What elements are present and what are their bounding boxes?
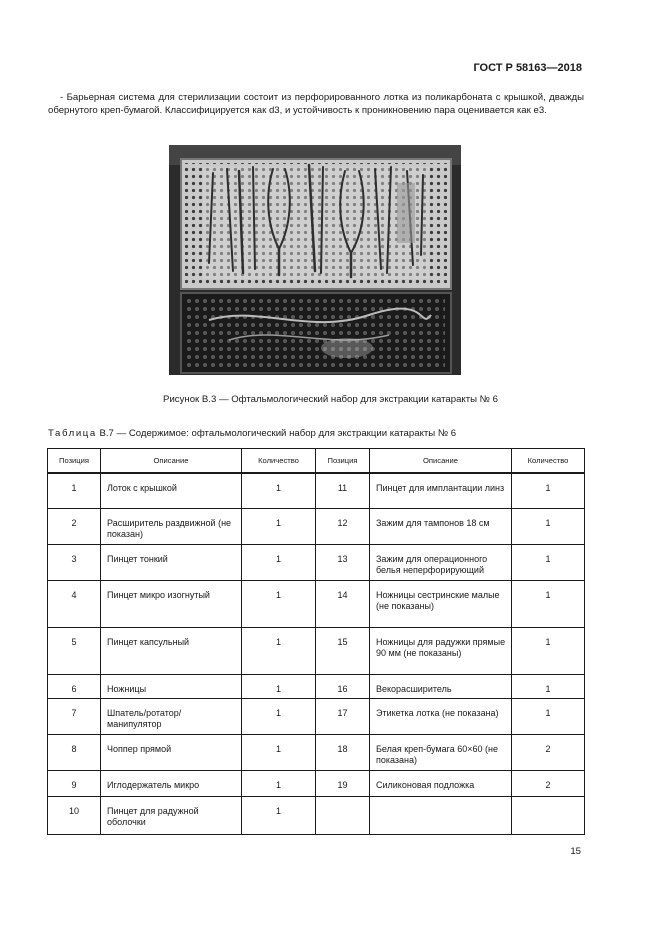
description-cell: Этикетка лотка (не показана): [370, 699, 512, 735]
quantity-cell: 1: [242, 797, 316, 835]
quantity-cell: 1: [512, 581, 585, 628]
table-row: [48, 699, 585, 735]
table-row: [48, 771, 585, 797]
description-cell: Лоток с крышкой: [101, 473, 242, 509]
description-cell: Зажим для операционного белья неперфорирующий: [370, 545, 512, 581]
description-cell: Зажим для тампонов 18 см: [370, 509, 512, 545]
description-cell: Белая креп-бумага 60×60 (не показана): [370, 735, 512, 771]
quantity-cell: 1: [512, 545, 585, 581]
header-description: Описание: [101, 449, 242, 473]
quantity-cell: 1: [512, 628, 585, 675]
description-cell: Силиконовая подложка: [370, 771, 512, 797]
description-cell: Чоппер прямой: [101, 735, 242, 771]
description-cell: Ножницы для радужки прямые 90 мм (не показаны): [370, 628, 512, 675]
table-label: Таблица: [48, 428, 97, 439]
table-row: [48, 735, 585, 771]
table-title-text: В.7 — Содержимое: офтальмологический набор для экстракции катаракты № 6: [96, 428, 457, 439]
quantity-cell: 2: [512, 735, 585, 771]
body-paragraph: - Барьерная система для стерилизации состоит из перфорированного лотка из поликарбоната с крышкой, дважды обернутого креп-бумагой. Классифицируется как d3, и устойчивость к проникновению пара оценивается как е3.: [48, 92, 584, 116]
page-number: 15: [570, 846, 581, 857]
quantity-cell: 1: [242, 581, 316, 628]
quantity-cell: 1: [512, 509, 585, 545]
surgical-tray-photo: [169, 145, 461, 375]
position-cell: 12: [316, 509, 370, 545]
table-header-row: [48, 449, 585, 473]
quantity-cell: 1: [242, 699, 316, 735]
table-title: [48, 428, 456, 439]
description-cell: Иглодержатель микро: [101, 771, 242, 797]
quantity-cell: 1: [242, 735, 316, 771]
description-cell: Шпатель/ротатор/ манипулятор: [101, 699, 242, 735]
description-cell: Пинцет капсульный: [101, 628, 242, 675]
header-quantity: Количество: [242, 449, 316, 473]
position-cell: 16: [316, 675, 370, 699]
quantity-cell: 1: [242, 771, 316, 797]
quantity-cell: 1: [242, 473, 316, 509]
document-code: ГОСТ Р 58163—2018: [473, 62, 582, 74]
position-cell: 6: [48, 675, 101, 699]
quantity-cell: [512, 797, 585, 835]
quantity-cell: 2: [512, 771, 585, 797]
description-cell: Ножницы: [101, 675, 242, 699]
position-cell: 19: [316, 771, 370, 797]
figure-caption: Рисунок В.3 — Офтальмологический набор для экстракции катаракты № 6: [163, 394, 498, 405]
position-cell: 9: [48, 771, 101, 797]
header-position: Позиция: [48, 449, 101, 473]
position-cell: 4: [48, 581, 101, 628]
quantity-cell: 1: [512, 675, 585, 699]
table-row: [48, 545, 585, 581]
contents-table: [47, 448, 585, 835]
description-cell: Ножницы сестринские малые (не показаны): [370, 581, 512, 628]
quantity-cell: 1: [242, 509, 316, 545]
quantity-cell: 1: [242, 675, 316, 699]
description-cell: Пинцет для имплантации линз: [370, 473, 512, 509]
description-cell: Пинцет микро изогнутый: [101, 581, 242, 628]
position-cell: 3: [48, 545, 101, 581]
quantity-cell: 1: [242, 628, 316, 675]
table-row: [48, 509, 585, 545]
position-cell: [316, 797, 370, 835]
table-row: [48, 473, 585, 509]
quantity-cell: 1: [512, 473, 585, 509]
position-cell: 14: [316, 581, 370, 628]
position-cell: 15: [316, 628, 370, 675]
position-cell: 5: [48, 628, 101, 675]
position-cell: 1: [48, 473, 101, 509]
description-cell: Пинцет для радужной оболочки: [101, 797, 242, 835]
figure-photo: [169, 145, 461, 375]
header-description: Описание: [370, 449, 512, 473]
position-cell: 17: [316, 699, 370, 735]
position-cell: 7: [48, 699, 101, 735]
position-cell: 13: [316, 545, 370, 581]
description-cell: Расширитель раздвижной (не показан): [101, 509, 242, 545]
header-position: Позиция: [316, 449, 370, 473]
position-cell: 10: [48, 797, 101, 835]
description-cell: Пинцет тонкий: [101, 545, 242, 581]
table-row: [48, 581, 585, 628]
description-cell: Векорасширитель: [370, 675, 512, 699]
position-cell: 18: [316, 735, 370, 771]
quantity-cell: 1: [512, 699, 585, 735]
position-cell: 8: [48, 735, 101, 771]
table-row: [48, 628, 585, 675]
header-quantity: Количество: [512, 449, 585, 473]
position-cell: 2: [48, 509, 101, 545]
table-row: [48, 797, 585, 835]
description-cell: [370, 797, 512, 835]
position-cell: 11: [316, 473, 370, 509]
quantity-cell: 1: [242, 545, 316, 581]
table-row: [48, 675, 585, 699]
